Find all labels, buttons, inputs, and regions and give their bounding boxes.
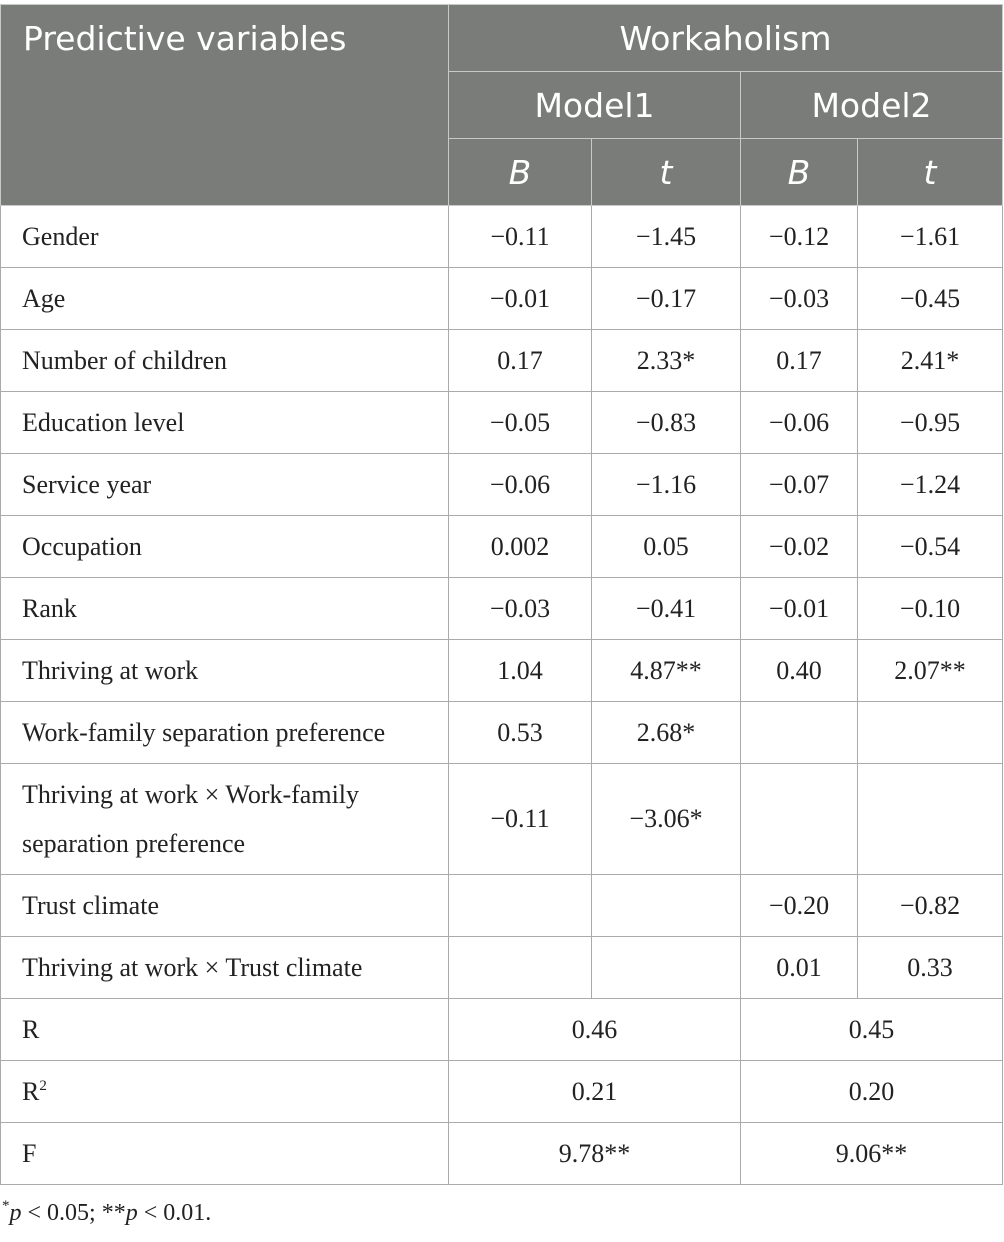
model2-b-cell: 0.17 [741,330,858,392]
model2-t-cell: 0.33 [858,937,1003,999]
model2-t-cell: −1.61 [858,206,1003,268]
model1-b-cell: 0.17 [449,330,592,392]
model1-b-cell: −0.01 [449,268,592,330]
row-label: Gender [1,206,449,268]
model1-t-cell: 4.87** [592,640,741,702]
model1-t-cell: 0.05 [592,516,741,578]
row-label: Thriving at work × Trust climate [1,937,449,999]
summary-label [1,999,449,1061]
model1-t-cell: −1.16 [592,454,741,516]
summary-row-f [1,1123,1003,1185]
row-label: Service year [1,454,449,516]
model2-t-header: t [858,139,1003,206]
table-row [1,937,1003,999]
model2-b-cell: −0.02 [741,516,858,578]
model2-b-cell: −0.12 [741,206,858,268]
footnote-p1: p [9,1200,22,1226]
model1-b-cell: −0.06 [449,454,592,516]
footnote-p2: p [125,1200,138,1226]
model2-summary-cell: 0.20 [741,1061,1003,1123]
model2-t-cell [858,764,1003,875]
model1-summary-cell: 0.46 [449,999,741,1061]
row-label: Work-family separation preference [1,702,449,764]
model2-b-cell: −0.01 [741,578,858,640]
model1-b-cell [449,937,592,999]
model1-t-cell: −0.83 [592,392,741,454]
model2-t-cell: −0.95 [858,392,1003,454]
footnote-text2: < 0.01. [137,1200,212,1226]
model1-t-cell: 2.33* [592,330,741,392]
model1-b-cell: −0.11 [449,206,592,268]
model1-t-cell: −0.17 [592,268,741,330]
model2-summary-cell: 0.45 [741,999,1003,1061]
table-row [1,454,1003,516]
header-row-1 [1,5,1003,72]
model2-b-cell: −0.06 [741,392,858,454]
model2-t-cell: 2.41* [858,330,1003,392]
model2-t-cell [858,702,1003,764]
table-row [1,392,1003,454]
model2-b-cell: 0.40 [741,640,858,702]
model2-t-cell: −0.10 [858,578,1003,640]
table-row [1,516,1003,578]
table-row [1,640,1003,702]
table-row [1,206,1003,268]
model1-b-cell: 0.002 [449,516,592,578]
table-row [1,268,1003,330]
model1-t-cell: −0.41 [592,578,741,640]
model1-t-cell: 2.68* [592,702,741,764]
model1-header: Model1 [449,72,741,139]
model2-summary-cell: 9.06** [741,1123,1003,1185]
model1-t-cell [592,937,741,999]
model2-b-cell: −0.03 [741,268,858,330]
table-row [1,578,1003,640]
model1-t-cell [592,875,741,937]
summary-label-text: R [22,1014,40,1044]
model2-b-cell: −0.20 [741,875,858,937]
row-label: Thriving at work [1,640,449,702]
model1-b-cell [449,875,592,937]
model2-header: Model2 [741,72,1003,139]
model2-t-cell: −0.45 [858,268,1003,330]
row-label: Age [1,268,449,330]
summary-row-r [1,999,1003,1061]
row-label: Trust climate [1,875,449,937]
model1-summary-cell: 9.78** [449,1123,741,1185]
model2-b-cell [741,764,858,875]
model2-t-cell: −1.24 [858,454,1003,516]
table-header [1,5,1003,206]
row-label: Education level [1,392,449,454]
summary-label [1,1061,449,1123]
model1-t-cell: −3.06* [592,764,741,875]
model2-b-cell [741,702,858,764]
table-row [1,875,1003,937]
row-label: Thriving at work × Work-family separation preference [1,764,449,875]
table-row [1,764,1003,875]
summary-label-text: F [22,1138,37,1168]
model1-summary-cell: 0.21 [449,1061,741,1123]
model2-b-header: B [741,139,858,206]
summary-row-r-squared [1,1061,1003,1123]
table-row [1,702,1003,764]
superscript-2: 2 [39,1077,47,1094]
row-label: Number of children [1,330,449,392]
table-body [1,206,1003,1185]
model2-t-cell: 2.07** [858,640,1003,702]
model1-b-cell: 1.04 [449,640,592,702]
row-label: Rank [1,578,449,640]
footnote-star: * [2,1198,10,1214]
table-footnote [2,1200,211,1227]
summary-label-text: R [22,1076,40,1106]
predictive-variables-header: Predictive variables [1,5,449,206]
model2-t-cell: −0.82 [858,875,1003,937]
regression-table [0,4,1003,1185]
model2-t-cell: −0.54 [858,516,1003,578]
model1-b-cell: −0.11 [449,764,592,875]
model2-b-cell: 0.01 [741,937,858,999]
row-label: Occupation [1,516,449,578]
model1-b-header: B [449,139,592,206]
model1-b-cell: −0.03 [449,578,592,640]
model1-t-header: t [592,139,741,206]
model1-t-cell: −1.45 [592,206,741,268]
table-row [1,330,1003,392]
model1-b-cell: 0.53 [449,702,592,764]
summary-label [1,1123,449,1185]
workaholism-header: Workaholism [449,5,1003,72]
model1-b-cell: −0.05 [449,392,592,454]
model2-b-cell: −0.07 [741,454,858,516]
footnote-text1: < 0.05; ** [21,1200,126,1226]
